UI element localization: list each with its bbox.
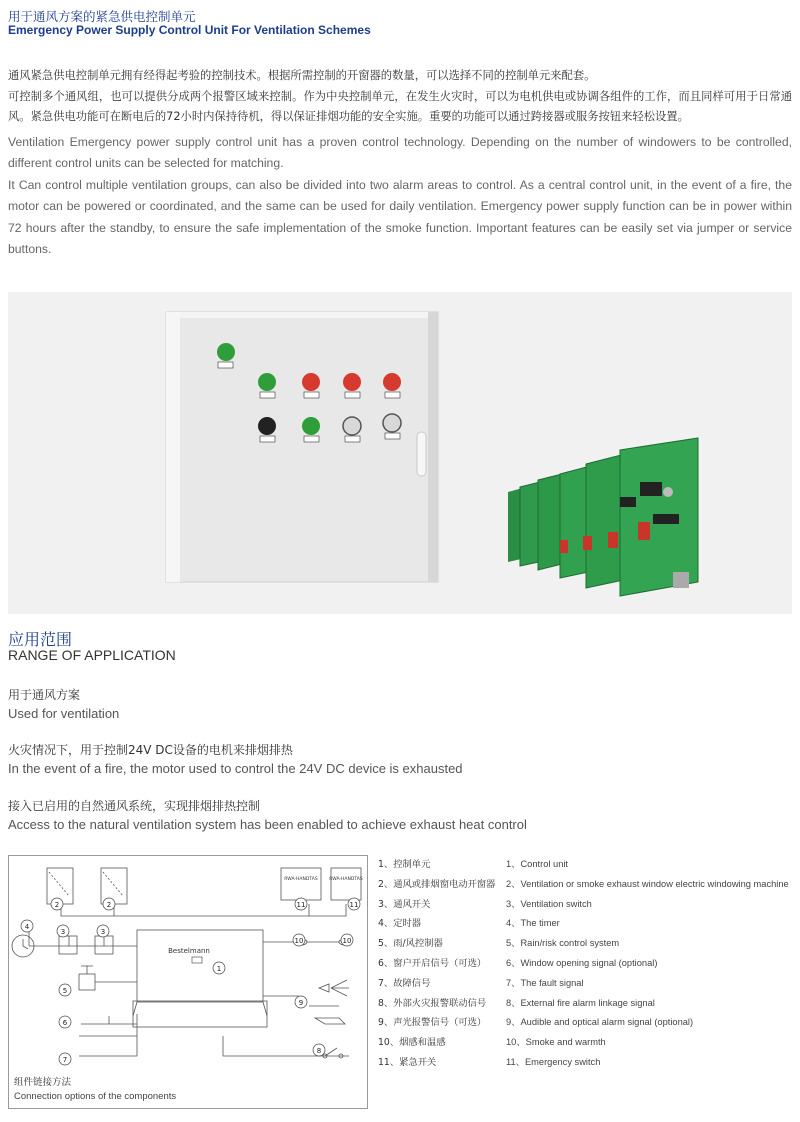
legend-list-en bbox=[506, 856, 796, 1074]
pcb-boards bbox=[508, 438, 698, 596]
controller-brand-label: Bestelmann bbox=[168, 947, 210, 955]
svg-text:9: 9 bbox=[298, 999, 304, 1007]
connection-diagram-drawing bbox=[9, 856, 367, 1108]
svg-text:7: 7 bbox=[62, 1056, 68, 1064]
marker bbox=[57, 925, 69, 937]
legend-item-en: 2、Ventilation or smoke exhaust window electric windowing machine bbox=[506, 878, 789, 889]
legend-item-en: 7、The fault signal bbox=[506, 977, 584, 988]
svg-text:3: 3 bbox=[100, 928, 106, 936]
legend-item-en: 1、Control unit bbox=[506, 859, 569, 869]
header-title-en: Emergency Power Supply Control Unit For Ventilation Schemes bbox=[8, 23, 371, 37]
marker bbox=[59, 984, 71, 996]
cabinet-body bbox=[166, 312, 438, 582]
svg-text:11: 11 bbox=[296, 901, 306, 909]
application-cn: 接入已启用的自然通风系统，实现排烟排热控制 bbox=[8, 799, 261, 813]
svg-text:1: 1 bbox=[216, 965, 222, 973]
marker bbox=[59, 1016, 71, 1028]
legend-item-en: 6、Window opening signal (optional) bbox=[506, 957, 658, 968]
rwa-label: RWA-HANDTAS bbox=[329, 877, 363, 882]
diagram-caption-cn: 组件链接方法 bbox=[14, 1077, 72, 1088]
application-cn: 火灾情况下，用于控制24V DC设备的电机来排烟排热 bbox=[8, 743, 293, 757]
range-title-en: RANGE OF APPLICATION bbox=[8, 647, 176, 663]
marker bbox=[97, 925, 109, 937]
intro-cn-paragraph-1: 通风紧急供电控制单元拥有经得起考验的控制技术。根据所需控制的开窗器的数量，可以选择不同的控制单元来配套。 bbox=[8, 69, 596, 82]
legend-item-cn: 1、控制单元 bbox=[378, 859, 431, 870]
header-title-cn: 用于通风方案的紧急供电控制单元 bbox=[8, 9, 196, 24]
legend-item-en: 5、Rain/risk control system bbox=[506, 938, 620, 949]
legend-item-cn: 6、窗户开启信号（可选） bbox=[378, 957, 487, 969]
application-en: In the event of a fire, the motor used to control the 24V DC device is exhausted bbox=[8, 761, 463, 776]
svg-text:2: 2 bbox=[106, 901, 112, 909]
range-title-cn: 应用范围 bbox=[8, 630, 73, 649]
marker bbox=[313, 1044, 325, 1056]
legend-item-en: 8、External fire alarm linkage signal bbox=[506, 997, 655, 1008]
intro-en-paragraph-2: It Can control multiple ventilation groups, can also be divided into two alarm areas to control. As a central control unit, in the event of a fire, the motor can be powered or coordinated, and the same can be used for daily ventilation. Emergency power supply function can be in power within 72 hours after the standby, to ensure the safe implementation of the smoke function. Important features can be easily set via jumper or service buttons. bbox=[8, 177, 792, 256]
svg-text:2: 2 bbox=[54, 901, 60, 909]
marker bbox=[295, 996, 307, 1008]
application-item bbox=[8, 741, 792, 779]
marker bbox=[348, 898, 360, 910]
svg-text:6: 6 bbox=[62, 1019, 68, 1027]
connection-diagram bbox=[8, 855, 368, 1109]
application-item bbox=[8, 797, 792, 835]
marker bbox=[103, 898, 115, 910]
legend-item-en: 10、Smoke and warmth bbox=[506, 1037, 606, 1048]
diagram-caption-en: Connection options of the components bbox=[14, 1091, 177, 1102]
marker bbox=[213, 962, 225, 974]
svg-text:8: 8 bbox=[316, 1047, 322, 1055]
svg-text:10: 10 bbox=[294, 937, 304, 945]
product-image bbox=[8, 292, 792, 614]
legend-item-en: 9、Audible and optical alarm signal (optional) bbox=[506, 1017, 694, 1028]
svg-text:11: 11 bbox=[349, 901, 359, 909]
marker bbox=[21, 920, 33, 932]
intro-cn-paragraph-2: 可控制多个通风组，也可以提供分成两个报警区域来控制。作为中央控制单元，在发生火灾时，可以为电机供电或协调各组件的工作，而且同样可用于日常通风。紧急供电功能可在断电后的72小时内保持待机，得以保证排烟功能的安全实施。重要的功能可以通过跨接器或服务按钮来轻松设置。 bbox=[8, 89, 792, 123]
application-en: Used for ventilation bbox=[8, 706, 120, 721]
application-en: Access to the natural ventilation system has been enabled to achieve exhaust heat control bbox=[8, 817, 527, 832]
legend-item-cn: 8、外部火灾报警联动信号 bbox=[378, 997, 487, 1009]
legend-item-cn: 2、通风或排烟窗电动开窗器 bbox=[378, 878, 496, 890]
application-item bbox=[8, 686, 792, 724]
marker bbox=[295, 898, 307, 910]
svg-text:3: 3 bbox=[60, 928, 66, 936]
application-cn: 用于通风方案 bbox=[8, 688, 81, 702]
lamp-row-1 bbox=[217, 343, 235, 368]
intro-section bbox=[8, 66, 792, 261]
rwa-label: RWA-HANDTAS bbox=[284, 877, 318, 882]
legend-item-cn: 9、声光报警信号（可选） bbox=[378, 1017, 487, 1029]
legend-item-en: 4、The timer bbox=[506, 918, 560, 929]
legend-item-en: 3、Ventilation switch bbox=[506, 898, 592, 909]
product-illustration bbox=[8, 292, 792, 614]
legend-list-cn bbox=[378, 856, 506, 1074]
legend-item-cn: 5、雨/风控制器 bbox=[378, 938, 443, 950]
svg-text:4: 4 bbox=[24, 923, 30, 931]
marker bbox=[341, 934, 353, 946]
legend-item-cn: 3、通风开关 bbox=[378, 898, 431, 910]
legend-item-cn: 11、紧急开关 bbox=[378, 1056, 437, 1068]
marker bbox=[51, 898, 63, 910]
svg-text:5: 5 bbox=[62, 987, 68, 995]
svg-text:10: 10 bbox=[342, 937, 352, 945]
legend-item-cn: 4、定时器 bbox=[378, 918, 422, 930]
marker bbox=[293, 934, 305, 946]
cabinet-handle bbox=[417, 432, 426, 476]
legend-item-cn: 7、故障信号 bbox=[378, 977, 431, 989]
intro-en-paragraph-1: Ventilation Emergency power supply control unit has a proven control technology. Depending on the number of windowers to be controlled, different control units can be selected for matching. bbox=[8, 134, 792, 170]
legend-item-cn: 10、烟感和温感 bbox=[378, 1037, 446, 1049]
legend-item-en: 11、Emergency switch bbox=[506, 1056, 601, 1067]
marker bbox=[59, 1053, 71, 1065]
